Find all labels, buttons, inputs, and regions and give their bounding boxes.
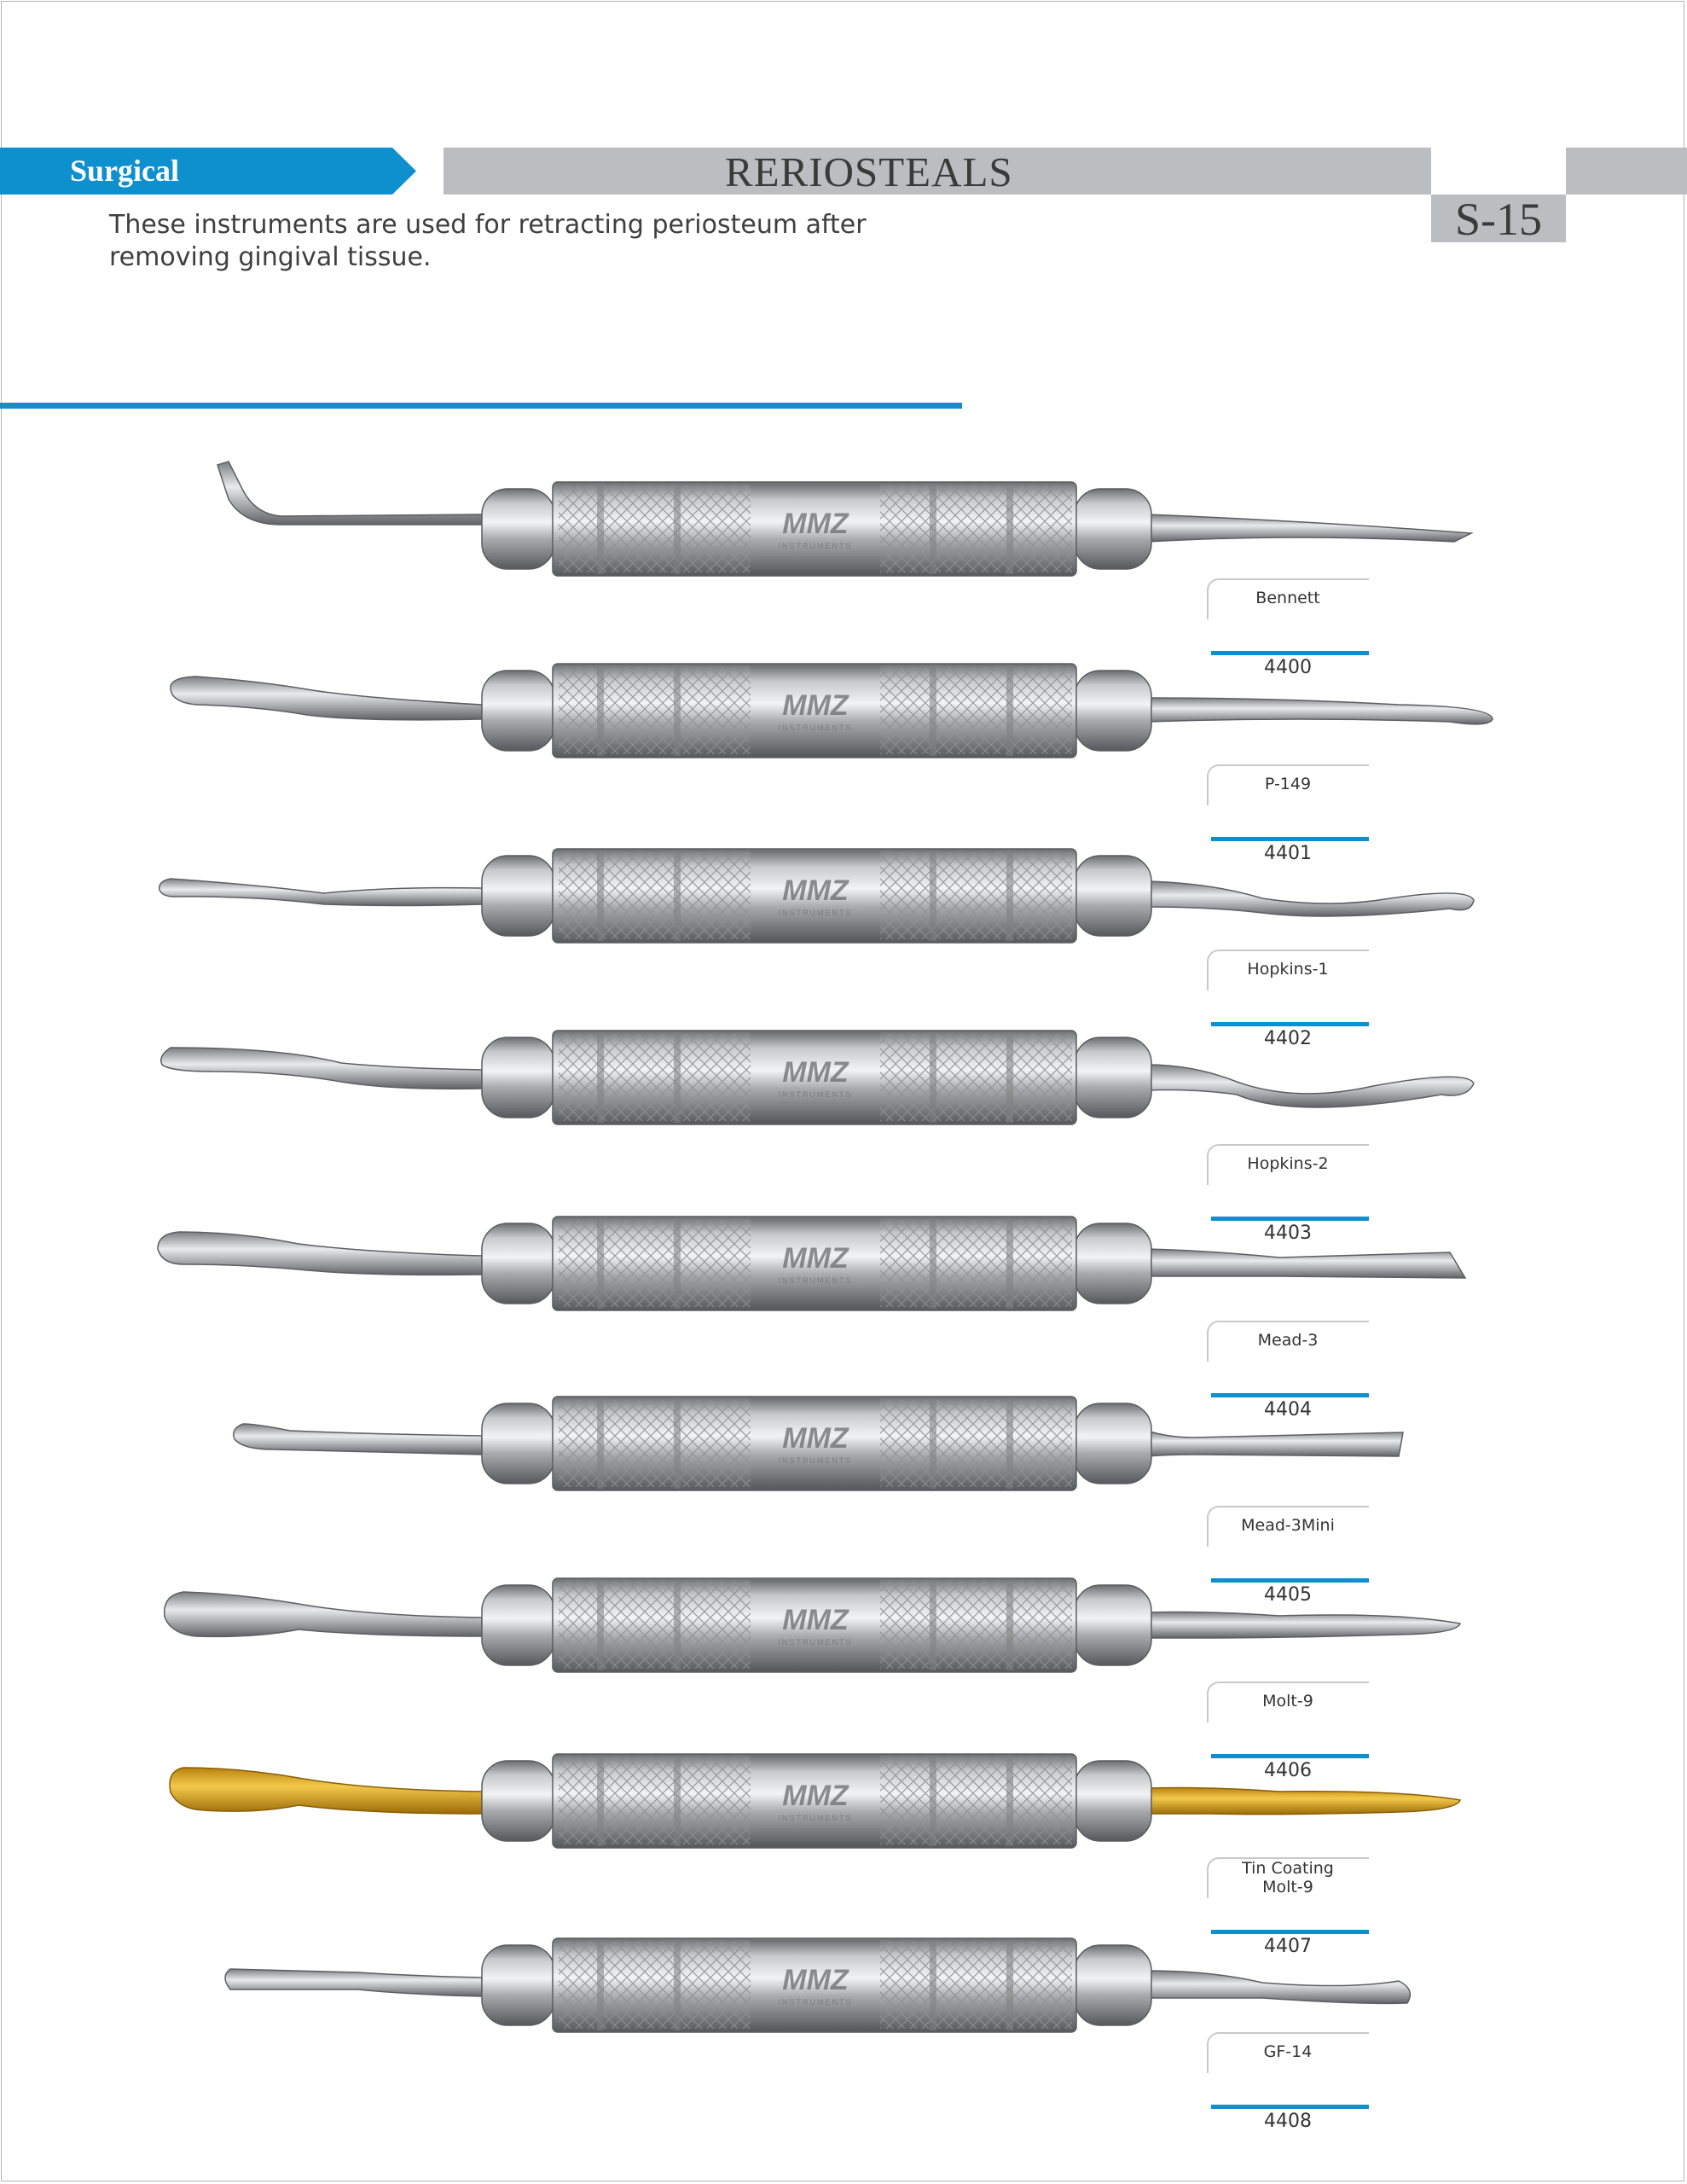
brand-logo: MMZ (782, 1780, 849, 1812)
instrument-label (1207, 2032, 1369, 2143)
handle-collar-right (1075, 1223, 1151, 1304)
handle-knurl-right (880, 1400, 1072, 1487)
handle-groove (674, 851, 681, 941)
handle-knurl-right (880, 667, 1072, 754)
handle-groove (1006, 484, 1013, 574)
brand-logo-subtext: INSTRUMENTS (778, 1090, 853, 1099)
handle-collar-right (1075, 1585, 1151, 1665)
brand-logo: MMZ (782, 1242, 849, 1275)
brand-logo-subtext: INSTRUMENTS (778, 1276, 853, 1285)
instrument-image (0, 962, 1687, 1133)
handle-collar-right (1075, 856, 1151, 936)
handle-knurl-left (559, 485, 751, 572)
instrument-code: 4403 (1264, 1223, 1312, 1244)
instrument-row (0, 781, 1687, 951)
page-code-badge: S-15 (1431, 195, 1566, 242)
instrument-name: GF-14 (1263, 2042, 1313, 2061)
instrument-code: 4406 (1264, 1760, 1312, 1781)
instrument-tip-right (1147, 1612, 1460, 1639)
instrument-code: 4402 (1264, 1028, 1312, 1049)
handle-knurl-left (559, 1942, 751, 2029)
handle-groove (597, 851, 604, 941)
handle-groove (930, 1218, 936, 1309)
handle-collar-left (482, 489, 554, 569)
instrument-row (0, 1148, 1687, 1319)
instrument-tip-right (1147, 1971, 1410, 2003)
instrument-code: 4404 (1264, 1399, 1312, 1420)
handle-knurl-left (559, 852, 751, 939)
handle-groove (930, 1398, 936, 1489)
handle-groove (1006, 665, 1013, 756)
instrument-tip-left (170, 1768, 482, 1814)
handle-collar-left (482, 671, 554, 751)
brand-logo-subtext: INSTRUMENTS (778, 723, 853, 732)
instrument-tip-right (1147, 1788, 1460, 1815)
handle-groove (674, 1940, 681, 2030)
instrument-tip-right (1147, 881, 1474, 916)
instrument-row (0, 595, 1687, 766)
instrument-image (0, 1510, 1687, 1681)
handle-knurl-left (559, 1400, 751, 1487)
handle-collar-right (1075, 1945, 1151, 2025)
handle-groove (597, 1398, 604, 1489)
instrument-image (0, 1328, 1687, 1499)
handle-groove (1006, 1218, 1013, 1309)
handle-collar-left (482, 1761, 554, 1841)
category-tab (0, 148, 416, 195)
handle-collar-right (1075, 1037, 1151, 1118)
instrument-tip-left (234, 1424, 482, 1455)
category-label: Surgical (70, 154, 180, 188)
instrument-tip-right (1147, 1065, 1474, 1107)
instrument-image (0, 1870, 1687, 2041)
intro-line: These instruments are used for retracting periosteum after (109, 210, 867, 240)
brand-logo: MMZ (782, 1056, 849, 1089)
handle-groove (930, 1940, 936, 2030)
handle-groove (1006, 1940, 1013, 2030)
instrument-tip-left (225, 1969, 482, 1996)
header-band (0, 148, 1687, 195)
handle-groove (674, 484, 681, 574)
handle-knurl-right (880, 1582, 1072, 1669)
handle-knurl-left (559, 667, 751, 754)
instrument-row (0, 1328, 1687, 1499)
intro-text (109, 209, 877, 274)
instrument-tip-left (161, 1048, 482, 1089)
handle-collar-left (482, 1223, 554, 1304)
instrument-name: Bennett (1255, 589, 1320, 607)
handle-groove (930, 1032, 936, 1123)
handle-groove (674, 1218, 681, 1309)
handle-groove (597, 1756, 604, 1846)
instrument-row (0, 1510, 1687, 1681)
instrument-name: Molt-9 (1262, 1692, 1313, 1711)
handle-knurl-left (559, 1034, 751, 1121)
brand-logo: MMZ (782, 1964, 849, 1996)
handle-groove (930, 1580, 936, 1670)
header-gray-band-right (1566, 148, 1687, 195)
handle-groove (1006, 1032, 1013, 1123)
handle-knurl-right (880, 1757, 1072, 1844)
handle-collar-right (1075, 489, 1151, 569)
handle-collar-left (482, 1037, 554, 1118)
instrument-row (0, 1870, 1687, 2041)
instrument-name: Hopkins-1 (1247, 960, 1329, 979)
instrument-tip-right (1147, 1431, 1403, 1456)
handle-groove (930, 665, 936, 756)
instrument-tip-left (159, 879, 482, 906)
handle-groove (597, 1580, 604, 1670)
handle-groove (597, 1940, 604, 2030)
instrument-code: 4400 (1264, 657, 1312, 678)
brand-logo-subtext: INSTRUMENTS (778, 909, 853, 917)
instrument-tip-left (171, 677, 482, 720)
instrument-image (0, 781, 1687, 951)
handle-groove (930, 484, 936, 574)
handle-groove (1006, 1580, 1013, 1670)
instrument-name: Tin Coating Molt-9 (1242, 1859, 1334, 1896)
handle-collar-right (1075, 1761, 1151, 1841)
instrument-tip-left (217, 462, 482, 525)
instrument-row (0, 414, 1687, 584)
handle-knurl-right (880, 1942, 1072, 2029)
handle-groove (930, 851, 936, 941)
handle-groove (597, 1218, 604, 1309)
handle-knurl-left (559, 1757, 751, 1844)
handle-knurl-left (559, 1220, 751, 1307)
brand-logo-subtext: INSTRUMENTS (778, 1638, 853, 1647)
label-underline (1211, 2105, 1369, 2109)
brand-logo-subtext: INSTRUMENTS (778, 1456, 853, 1465)
handle-collar-left (482, 1403, 554, 1484)
handle-collar-left (482, 1585, 554, 1665)
instrument-image (0, 1686, 1687, 1856)
handle-knurl-right (880, 852, 1072, 939)
instrument-name: Mead-3Mini (1241, 1516, 1335, 1535)
brand-logo: MMZ (782, 508, 849, 540)
handle-groove (1006, 851, 1013, 941)
handle-knurl-right (880, 1220, 1072, 1307)
handle-groove (674, 1032, 681, 1123)
brand-logo: MMZ (782, 1604, 849, 1636)
handle-groove (674, 1398, 681, 1489)
handle-groove (674, 1756, 681, 1846)
brand-logo-subtext: INSTRUMENTS (778, 1814, 853, 1822)
instrument-row (0, 1686, 1687, 1856)
instrument-row (0, 962, 1687, 1133)
handle-collar-left (482, 856, 554, 936)
handle-groove (674, 1580, 681, 1670)
handle-knurl-right (880, 485, 1072, 572)
handle-groove (674, 665, 681, 756)
brand-logo: MMZ (782, 874, 849, 907)
brand-logo-subtext: INSTRUMENTS (778, 542, 853, 550)
brand-logo-subtext: INSTRUMENTS (778, 1998, 853, 2007)
handle-groove (597, 1032, 604, 1123)
instrument-tip-left (165, 1592, 482, 1636)
instrument-image (0, 414, 1687, 584)
handle-collar-right (1075, 1403, 1151, 1484)
instrument-code: 4407 (1264, 1936, 1312, 1957)
instrument-code: 4408 (1264, 2111, 1312, 2132)
instrument-tip-right (1147, 698, 1493, 724)
instrument-tip-right (1147, 514, 1471, 542)
handle-knurl-right (880, 1034, 1072, 1121)
instrument-tip-right (1147, 1249, 1465, 1278)
section-divider (0, 403, 962, 409)
handle-collar-left (482, 1945, 554, 2025)
instrument-code: 4401 (1264, 843, 1312, 864)
handle-groove (597, 484, 604, 574)
handle-groove (1006, 1398, 1013, 1489)
instrument-image (0, 1148, 1687, 1319)
handle-groove (597, 665, 604, 756)
handle-collar-right (1075, 671, 1151, 751)
handle-groove (930, 1756, 936, 1846)
brand-logo: MMZ (782, 689, 849, 722)
handle-knurl-left (559, 1582, 751, 1669)
intro-line: removing gingival tissue. (109, 242, 432, 272)
instrument-name: Hopkins-2 (1247, 1154, 1329, 1173)
instrument-tip-left (158, 1232, 482, 1275)
section-title: RERIOSTEALS (725, 148, 1013, 195)
brand-logo: MMZ (782, 1422, 849, 1455)
instrument-image (0, 595, 1687, 766)
instrument-name: Mead-3 (1257, 1331, 1319, 1350)
instrument-name: P-149 (1264, 775, 1312, 793)
instrument-code: 4405 (1264, 1584, 1312, 1606)
handle-groove (1006, 1756, 1013, 1846)
